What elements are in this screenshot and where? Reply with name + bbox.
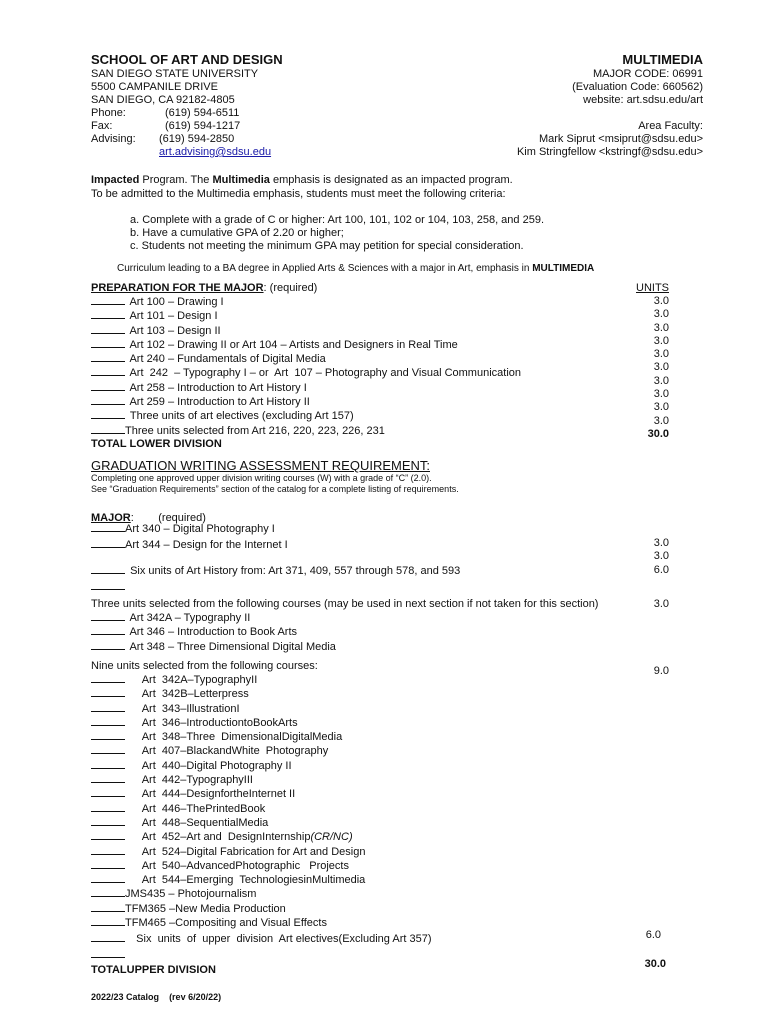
phone-number: (619) 594-6511 [165,107,240,119]
course-label: Art 340 – Digital Photography I [125,523,275,535]
unit-value: 3.0 [653,295,669,307]
total-upper-division-label: TOTALUPPER DIVISION [91,964,216,976]
course-label: Art 100 – Drawing I [129,296,224,308]
criteria-item: a. Complete with a grade of C or higher: Art 100, 101, 102 or 104, 103, 258, and 259. [130,214,544,226]
course-row [91,873,365,887]
checkbox-blank[interactable] [91,802,125,812]
curriculum-emphasis: MULTIMEDIA [532,263,595,274]
unit-value: 3.0 [653,550,669,563]
total-lower-division-label: TOTAL LOWER DIVISION [91,437,222,450]
course-label: Art 258 – Introduction to Art History I [129,381,307,394]
course-label: Art 259 – Introduction to Art History II [129,396,310,409]
checkbox-blank[interactable] [91,352,125,362]
major-code: MAJOR CODE: 06991 [592,68,703,80]
advising-row [91,133,258,146]
faculty-member: Kim Stringfellow <kstringf@sdsu.edu> [516,146,703,158]
checkbox-blank[interactable] [91,409,125,419]
checkbox-blank[interactable] [91,859,125,869]
course-label: Art 452–Art and DesignInternship [141,831,311,844]
course-row [91,845,365,859]
course-row [91,687,365,701]
checkbox-blank[interactable] [91,744,125,754]
fax-row [91,120,258,133]
checkbox-blank[interactable] [91,338,125,348]
course-row [91,611,336,625]
course-label: TFM365 –New Media Production [125,902,286,915]
checkbox-blank[interactable] [91,787,125,797]
unit-value: 3.0 [653,401,669,414]
unit-value: 3.0 [653,537,669,549]
revision-date: (rev 6/20/22) [169,992,222,1002]
course-label: Three units of art electives (excluding Art 157) [129,410,354,423]
checkbox-blank[interactable] [91,324,125,334]
internship-grading-note: (CR/NC) [310,831,353,844]
course-row [91,730,365,744]
address-line: SAN DIEGO STATE UNIVERSITY [91,68,259,80]
course-label: Art 346 – Introduction to Book Arts [129,626,297,639]
course-label: Art 440–Digital Photography II [141,759,292,772]
advising-email-link[interactable]: art.advising@sdsu.edu [159,146,272,158]
faculty-member: Mark Siprut <msiprut@sdsu.edu> [538,133,703,145]
checkbox-blank[interactable] [91,730,125,740]
total-lower-division-value: 30.0 [647,427,669,440]
phone-row [91,107,258,120]
course-row [91,902,365,916]
course-row [91,324,521,338]
course-label: Art 446–ThePrintedBook [141,802,266,815]
checkbox-blank[interactable] [91,625,125,635]
unit-value: 3.0 [653,321,669,334]
phone-label: Phone: [91,107,126,119]
address-line: SAN DIEGO, CA 92182-4805 [91,94,235,106]
criteria-list [130,214,544,253]
three-units-value: 3.0 [653,598,669,610]
address-line: 5500 CAMPANILE DRIVE [91,81,218,93]
nine-units-list [91,673,365,930]
advising-label: Advising: [91,133,136,145]
checkbox-blank[interactable] [91,773,125,783]
three-units-list [91,611,336,654]
checkbox-blank[interactable] [91,295,125,305]
advising-email-row [91,146,272,159]
electives-row [91,932,431,946]
checkbox-blank[interactable] [91,580,125,590]
checkbox-blank[interactable] [91,948,125,958]
electives-value: 6.0 [645,929,661,941]
preparation-required: : (required) [263,282,318,294]
course-label: Art 407–BlackandWhite Photography [141,745,329,758]
unit-value: 3.0 [653,374,669,387]
checkbox-blank[interactable] [91,932,125,942]
address-block [91,68,272,159]
checkbox-blank[interactable] [91,366,125,376]
multimedia-word: Multimedia [212,174,270,186]
course-label: Art 342A–TypographyII [141,674,258,686]
unit-value: 3.0 [653,308,669,321]
criteria-item: b. Have a cumulative GPA of 2.20 or higher; [130,227,344,239]
course-row [91,787,365,801]
evaluation-code: (Evaluation Code: 660562) [572,81,703,93]
course-label: Art 348–Three DimensionalDigitalMedia [141,731,343,744]
course-row [91,744,365,758]
checkbox-blank[interactable] [91,687,125,697]
course-label: Art 342B–Letterpress [141,688,249,701]
checkbox-blank[interactable] [91,759,125,769]
unit-value: 3.0 [653,414,669,427]
unit-value: 6.0 [653,563,669,576]
fax-label: Fax: [91,120,113,132]
checkbox-blank[interactable] [91,830,125,840]
major-units [654,537,669,577]
course-row [91,887,365,901]
checkbox-blank[interactable] [91,309,125,319]
checkbox-blank[interactable] [91,902,125,912]
course-label: Art 343–IllustrationI [141,702,240,715]
impacted-statement [91,174,513,187]
unit-value: 3.0 [653,348,669,361]
nine-units-value: 9.0 [653,665,669,677]
course-row [91,759,365,773]
checkbox-blank[interactable] [91,381,125,391]
website: website: art.sdsu.edu/art [583,94,703,106]
course-label: Art 101 – Design I [129,310,218,323]
impacted-word: Impacted [91,174,140,186]
course-row [91,830,365,844]
checkbox-blank[interactable] [91,873,125,883]
major-required: : (required) [130,512,206,524]
checkbox-blank[interactable] [91,522,125,532]
course-label: Art 346–IntroductiontoBookArts [141,716,298,729]
checkbox-blank[interactable] [91,640,125,650]
course-label: Art 444–DesignfortheInternet II [141,788,296,801]
course-row [91,916,365,930]
curriculum-text: Curriculum leading to a BA degree in Applied Arts & Sciences with a major in Art, emphasis in [117,263,533,274]
course-row [91,673,365,687]
checkbox-blank[interactable] [91,702,125,712]
units-heading: UNITS [636,282,669,294]
course-row [91,625,336,639]
checkbox-blank[interactable] [91,424,125,434]
fax-number: (619) 594-1217 [165,120,241,132]
course-label: Art 344 – Design for the Internet I [125,539,288,552]
course-row [91,802,365,816]
course-row [91,395,521,409]
total-upper-division-value: 30.0 [644,958,666,970]
course-label: Art 544–Emerging TechnologiesinMultimedia [141,874,366,887]
course-label: Art 524–Digital Fabrication for Art and Design [141,845,366,858]
course-row [91,295,521,309]
three-units-intro: Three units selected from the following courses (may be used in next section if not taken for this section) [91,598,599,610]
checkbox-blank[interactable] [91,538,125,548]
curriculum-statement [117,262,594,275]
unit-value: 3.0 [653,334,669,347]
course-row [91,522,288,536]
course-label: Art 342A – Typography II [129,612,251,624]
checkbox-blank[interactable] [91,845,125,855]
course-label: Art 102 – Drawing II or Art 104 – Artists and Designers in Real Time [129,338,458,351]
course-label: JMS435 – Photojournalism [125,888,257,901]
course-row [91,538,288,552]
criteria-item: c. Students not meeting the minimum GPA may petition for special consideration. [130,240,524,252]
course-row [91,816,365,830]
preparation-course-list [91,295,521,451]
course-label: Art 242 – Typography I – or Art 107 – Photography and Visual Communication [129,367,522,380]
preparation-heading [91,282,317,295]
checkbox-blank[interactable] [91,716,125,726]
admission-criteria-intro: To be admitted to the Multimedia emphasis, students must meet the following criteria: [91,188,506,200]
course-row [91,640,336,654]
faculty-label: Area Faculty: [638,120,703,132]
catalog-footer [91,991,221,1004]
intro-text: emphasis is designated as an impacted program. [269,174,513,186]
course-label: Art 103 – Design II [129,324,221,337]
course-row [91,409,521,423]
catalog-year: 2022/23 Catalog [91,992,160,1002]
gwar-line: See “Graduation Requirements” section of the catalog for a complete listing of requirements. [91,484,459,494]
course-row [91,716,365,730]
course-label: Art 240 – Fundamentals of Digital Media [129,353,326,366]
extra-blank-row [91,948,127,962]
gwar-line: Completing one approved upper division writing courses (W) with a grade of “C” (2.0). [91,473,432,483]
course-row [91,352,521,366]
course-label: Art 540–AdvancedPhotographic Projects [141,859,349,872]
checkbox-blank[interactable] [91,673,125,683]
course-label: TFM465 –Compositing and Visual Effects [125,917,327,930]
unit-value: 3.0 [653,388,669,401]
checkbox-blank[interactable] [91,564,125,574]
gwar-text [91,473,459,495]
major-course-list [91,522,288,553]
school-name: SCHOOL OF ART AND DESIGN [91,52,283,67]
course-row [91,309,521,323]
intro-text: Program. The [139,174,213,186]
checkbox-blank[interactable] [91,916,125,926]
course-label: Art 348 – Three Dimensional Digital Media [129,640,336,653]
art-history-label: Six units of Art History from: Art 371, 409, 557 through 578, and 593 [130,565,461,577]
gwar-heading: GRADUATION WRITING ASSESSMENT REQUIREMENT: [91,458,430,473]
major-title: MAJOR [91,512,131,524]
checkbox-blank[interactable] [91,816,125,826]
unit-value: 3.0 [653,361,669,374]
course-label: Art 442–TypographyIII [141,774,253,787]
checkbox-blank[interactable] [91,395,125,405]
preparation-title: PREPARATION FOR THE MAJOR [91,282,264,294]
course-row [91,773,365,787]
course-row [91,702,365,716]
nine-units-intro: Nine units selected from the following courses: [91,660,318,672]
course-label: Three units selected from Art 216, 220, 223, 226, 231 [125,424,385,437]
course-row [91,381,521,395]
course-label: Art 448–SequentialMedia [141,816,269,829]
program-name: MULTIMEDIA [622,52,703,67]
checkbox-blank[interactable] [91,611,125,621]
electives-label: Six units of upper division Art electives(Excluding Art 357) [136,933,432,945]
art-history-row [91,564,460,578]
advising-phone: (619) 594-2850 [159,133,235,145]
course-row [91,424,521,438]
extra-blank-row [91,580,127,594]
codes-block [517,68,703,159]
checkbox-blank[interactable] [91,887,125,897]
course-row [91,338,521,352]
course-row [91,366,521,380]
course-row [91,859,365,873]
preparation-units [648,295,669,441]
